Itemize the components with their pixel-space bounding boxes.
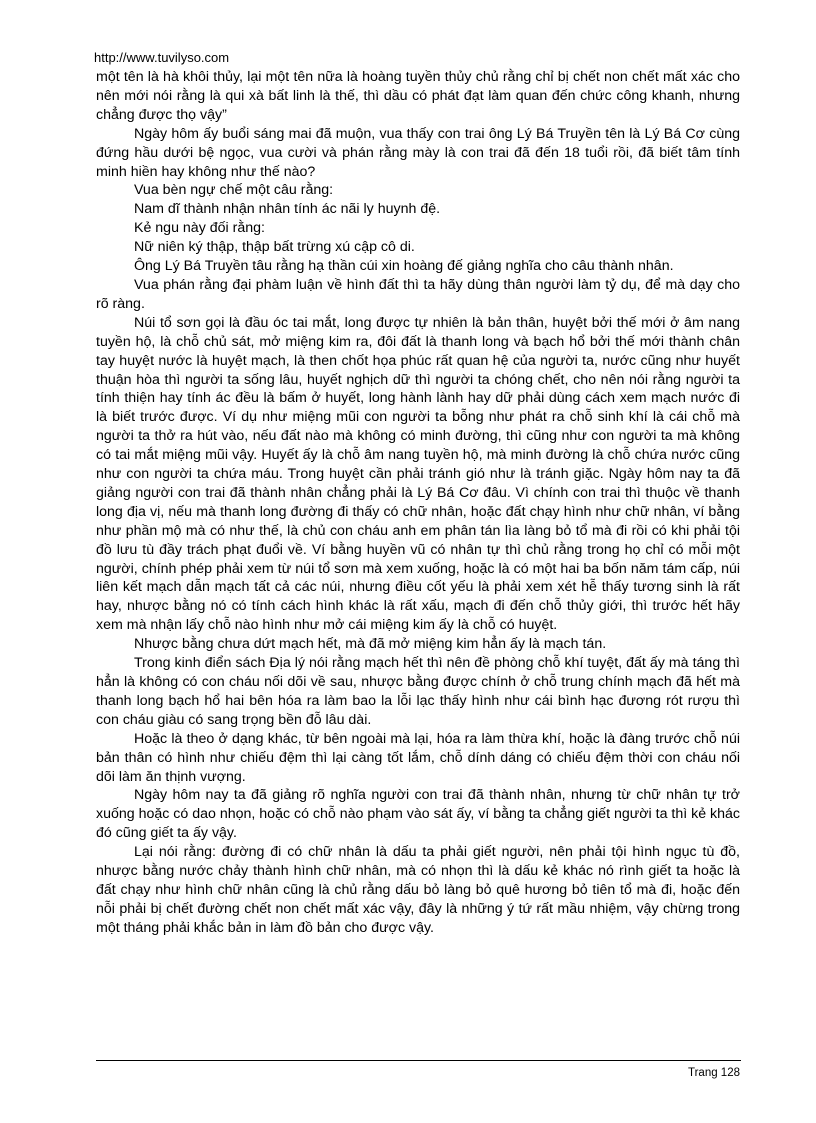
header-url[interactable]: http://www.tuvilyso.com	[94, 50, 230, 65]
paragraph: Núi tổ sơn gọi là đầu óc tai mắt, long được tự nhiên là bản thân, huyệt bởi thế mới ở âm nang tuyền hộ, là chỗ chủ sát, mở miệng kim ra, đôi đất là thanh long và bạch hổ bởi thế mới thành chân tay huyệt nước là huyệt mạch, là then chốt họa phúc rất quan hệ của người ta, nước cũng như huyết thuận hòa thì người ta sống lâu, huyết nghịch dữ thì người ta chóng chết, cho nên nói rằng người ta tính thiện hay tính ác đều là bấm ở huyết, long hành lành hay dữ phải dùng cách xem mạch nước đi là biết trước được. Ví dụ như miệng mũi con người ta bỗng như phát ra chỗ sinh khí là cái chỗ mà người ta thở ra hút vào, nếu đất nào mà không có minh đường, thì cũng như con người ta mà không có tai mắt miệng mũi vậy. Huyết ấy là chỗ âm nang tuyền hộ, mà minh đường là chỗ chứa nước cũng như con người ta chứa máu. Trong huyệt cần phải tránh gió như là tránh giặc. Ngày hôm nay ta đã giảng người con trai đã thành nhân chẳng phải là Lý Bá Cơ đâu. Vì chính con trai thì thuộc về thanh long địa vị, nếu mà thanh long đường đi thấy có chữ nhân, hoặc đất chạy hình như chữ nhân, ví bằng như phần mộ mà có như thế, là chủ con cháu anh em phân tán lìa làng bỏ tổ mà đi rồi có khi phải tội đồ lưu tù đầy trách phạt đuổi về. Ví bằng huyền vũ có nhân tự thì chủ rằng trong họ chỉ có mỗi một người, chính phép phải xem từ núi tổ sơn mà xem xuống, hoặc là có một hai ba bốn năm tám cấp, núi liên kết mạch dẫn mạch tất cả các núi, nhưng điều cốt yếu là phải xem xét hễ thấy tương sinh là rất hay, nhược bằng nó có tính cách hình khác là rất xấu, mạch đi đến chỗ thủy giới, thì trước hết hãy xem mà nhận lấy chỗ nào hình như mở cái miệng kim ấy là chỗ có huyệt.	[96, 314, 740, 634]
body-text	[96, 68, 740, 938]
paragraph: Hoặc là theo ở dạng khác, từ bên ngoài mà lại, hóa ra làm thừa khí, hoặc là đàng trước chỗ núi bản thân có hình như chiếu đệm thì lại càng tốt lắm, chỗ dính dáng có chiếu đệm thời con cháu nối dõi làm ăn thịnh vượng.	[96, 730, 740, 785]
paragraph: Vua phán rằng đại phàm luận về hình đất thì ta hãy dùng thân người làm tỷ dụ, để mà dạy cho rõ ràng.	[96, 276, 740, 312]
paragraph: Ngày hôm nay ta đã giảng rõ nghĩa người con trai đã thành nhân, nhưng từ chữ nhân tự trở xuống hoặc có dao nhọn, hoặc có chỗ nào phạm vào sát ấy, ví bằng ta chẳng giết người ta thì kẻ khác đó cũng giết ta ấy vậy.	[96, 787, 741, 842]
footer-divider	[96, 1060, 741, 1061]
paragraph: một tên là hà khôi thủy, lại một tên nữa là hoàng tuyền thủy chủ rằng chỉ bị chết non chết mất xác cho nên mới nói rằng là qui xà bất linh là thế, thì dầu có phát đạt làm quan đến chức công khanh, nhưng chẳng được thọ vậy”	[96, 69, 740, 123]
paragraph: Kẻ ngu này đối rằng:	[134, 220, 265, 237]
paragraph: Nam dĩ thành nhận nhân tính ác nãi ly huynh đệ.	[134, 201, 441, 218]
paragraph: Lại nói rằng: đường đi có chữ nhân là dấu ta phải giết người, nên phải tội hình ngục tù đồ, nhược bằng nước chảy thành hình chữ nhân, mà có nhọn thì là dấu kẻ khác nó rình giết ta hoặc là đất chạy như hình chữ nhân cũng là chủ rằng dấu bỏ làng bỏ quê hương bỏ tiên tổ mà đi, hoặc đến nỗi phải bị chết đường chết non chết mất xác vậy, đây là những ý tứ rất mầu nhiệm, vậy chừng trong một tháng phải khắc bản in làm đồ bản cho được vậy.	[96, 844, 740, 936]
paragraph: Ông Lý Bá Truyền tâu rằng hạ thần cúi xin hoàng đế giảng nghĩa cho câu thành nhân.	[134, 258, 674, 275]
page-number: Trang 128	[688, 1067, 740, 1079]
paragraph: Trong kinh điển sách Địa lý nói rằng mạch hết thì nên đề phòng chỗ khí tuyệt, đất ấy mà táng thì hẳn là không có con cháu nối dõi về sau, nhược bằng được chính ở chỗ trung chính mạch đã hết mà thanh long bạch hổ hai bên hóa ra làm bao la lỗi lạc thấy hình như cái bình hạc đương rót rượu thì con cháu giàu có sang trọng bền đỗ lâu dài.	[96, 655, 740, 728]
paragraph: Vua bèn ngự chế một câu rằng:	[134, 182, 334, 199]
paragraph: Ngày hôm ấy buổi sáng mai đã muộn, vua thấy con trai ông Lý Bá Truyền tên là Lý Bá Cơ cùng đứng hầu dưới bệ ngọc, vua cười và phán rằng mày là con trai đã đến 18 tuổi rồi, đã biết tâm tính minh hiền hay không như thế nào?	[96, 125, 740, 180]
paragraph: Nhược bằng chưa dứt mạch hết, mà đã mở miệng kim hẳn ấy là mạch tán.	[134, 636, 607, 653]
paragraph: Nữ niên ký thập, thập bất trừng xú cập cô di.	[134, 239, 415, 256]
